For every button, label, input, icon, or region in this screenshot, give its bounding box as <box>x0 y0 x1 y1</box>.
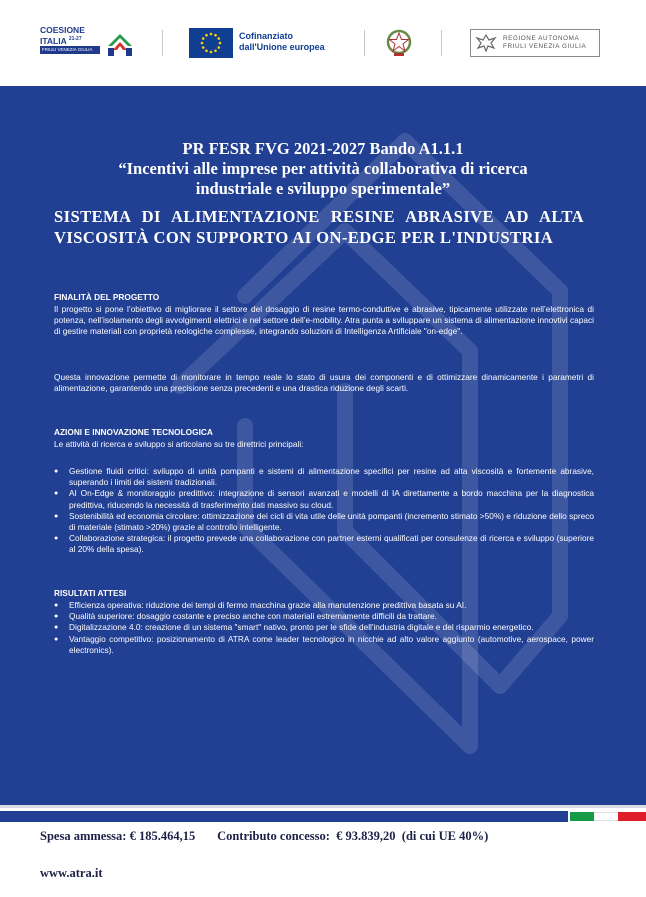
italian-flag-white <box>594 812 618 821</box>
main-panel <box>0 86 646 805</box>
program-heading: PR FESR FVG 2021-2027 Bando A1.1.1 “Incentivi alle imprese per attività collaborativa di ricerca industriale e sviluppo sperimentale” <box>118 139 528 198</box>
header-separator <box>364 30 365 56</box>
coesione-line2: ITALIA <box>40 35 67 46</box>
list-item: ● Qualità superiore: dosaggio costante e preciso anche con materiali estremamente difficili da trattare. <box>54 611 594 622</box>
footer-stripe <box>0 805 646 808</box>
coesione-mark-icon <box>104 28 136 58</box>
header-separator <box>162 30 163 56</box>
fvg-eagle-icon <box>475 33 497 53</box>
footer-bar <box>0 811 568 822</box>
list-item: ● Digitalizzazione 4.0: creazione di un sistema "smart" nativo, pronto per le sfide dell'industria digitale e del risparmio energetico. <box>54 622 594 633</box>
risultati-title: RISULTATI ATTESI <box>54 588 127 598</box>
finalita-paragraph-1: Il progetto si pone l’obiettivo di migliorare il settore del dosaggio di resine termo-conduttive e abrasive, tipicamente utilizzate nell’elettronica di potenza, nell’isolamento degli avvolgimenti elettrici e nel settore dell’e-mobility. Atra punta a sviluppare un sistema di alimentazione innovtivi capaci di gestire materiali con proprietà reologiche complesse, integrando soluzioni di Intelligenza Artificiale "on-edge". <box>54 304 594 337</box>
italian-flag-green <box>570 812 594 821</box>
header <box>0 0 646 86</box>
list-item: ● Efficienza operativa: riduzione dei tempi di fermo macchina grazie alla manutenzione predittiva basata su AI. <box>54 600 594 611</box>
funding-summary: Spesa ammessa: € 185.464,15 Contributo concesso: € 93.839,20 (di cui UE 40%) <box>40 829 489 843</box>
list-item: ● AI On-Edge & monitoraggio predittivo: integrazione di sensori avanzati e modelli di IA direttamente a bordo macchina per la diagnostica predittiva, riducendo la necessità di trasferimento dati massivo su cloud. <box>54 488 594 510</box>
project-title: SISTEMA DI ALIMENTAZIONE RESINE ABRASIVE AD ALTA VISCOSITÀ CON SUPPORTO AI ON-EDGE PER L'INDUSTRIA <box>54 207 584 247</box>
finalita-paragraph-2: Questa innovazione permette di monitorare in tempo reale lo stato di usura dei componenti e di ottimizzare dinamicamente i parametri di alimentazione, garantendo una precisione senza precedenti e una drastica riduzione degli scarti. <box>54 372 594 394</box>
regione-fvg-logo: REGIONE AUTONOMA FRIULI VENEZIA GIULIA <box>470 29 600 57</box>
coesione-italia-logo <box>40 26 136 62</box>
azioni-list <box>54 466 594 556</box>
eu-flag-icon <box>189 28 233 58</box>
italian-flag-red <box>618 812 646 821</box>
coesione-line1: COESIONE <box>40 25 85 35</box>
risultati-list <box>54 600 594 656</box>
list-item: ● Collaborazione strategica: il progetto prevede una collaborazione con partner esterni qualificati per consulenze di ricerca e sviluppo (superiore al 20% della spesa). <box>54 533 594 555</box>
coesione-years: 21-27 <box>68 36 82 42</box>
list-item: ● Vantaggio competitivo: posizionamento di ATRA come leader tecnologico in nicchie ad alto valore aggiunto (automotive, aerospace, power electronics). <box>54 634 594 656</box>
coesione-region: FRIULI VENEZIA GIULIA <box>40 46 100 54</box>
eu-cofinanced-label: Cofinanziato dall'Unione europea <box>239 31 325 52</box>
italian-republic-emblem-icon <box>385 28 413 58</box>
list-item: ● Gestione fluidi critici: sviluppo di unità pompanti e sistemi di alimentazione specifici per resine ad alta viscosità e fortemente abrasive, superando i limiti dei sistemi tradizionali. <box>54 466 594 488</box>
header-separator <box>441 30 442 56</box>
azioni-title: AZIONI E INNOVAZIONE TECNOLOGICA <box>54 427 213 437</box>
finalita-title: FINALITÀ DEL PROGETTO <box>54 292 160 302</box>
azioni-intro: Le attività di ricerca e sviluppo si articolano su tre direttrici principali: <box>54 439 304 449</box>
list-item: ● Sostenibilità ed economia circolare: ottimizzazione dei cicli di vita utile delle unità pompanti (incremento stimato >50%) e riduzione dello spreco di materiale (stimato >20%) grazie al controllo intelligente. <box>54 511 594 533</box>
website-link[interactable]: www.atra.it <box>40 866 103 880</box>
